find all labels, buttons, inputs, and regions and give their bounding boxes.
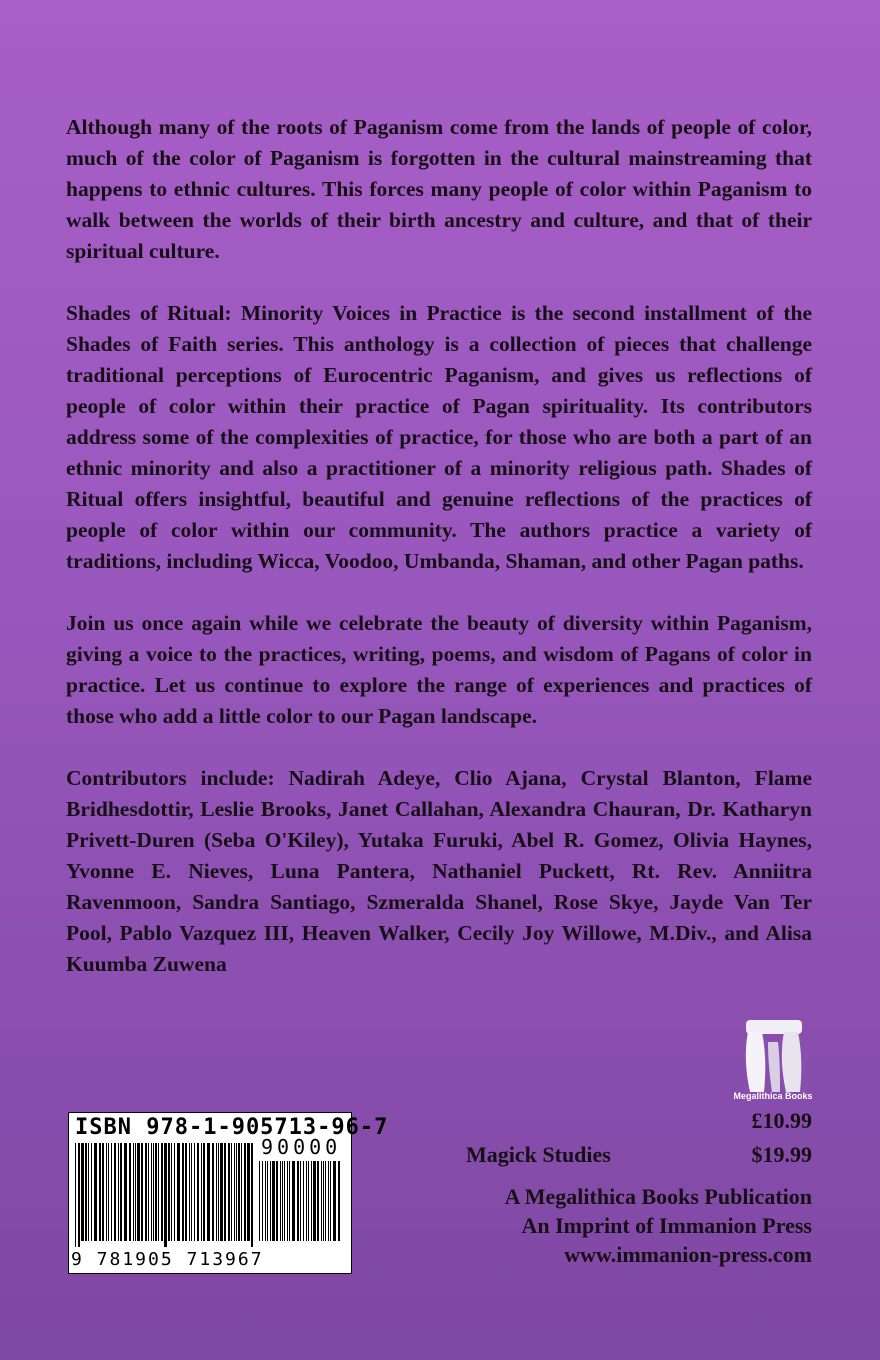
barcode-bar [306,1161,307,1241]
barcode-bar [177,1143,180,1241]
blurb-paragraph-invitation: Join us once again while we celebrate the beauty of diversity within Paganism, giving a voice to the practices, writing, poems, and wisdom of Pagans of color in practice. Let us continue to explore the range of experiences and practices of those who add a little color to our Pagan landscape. [66,611,812,728]
category-label: Magick Studies [466,1142,611,1167]
barcode-bar [106,1143,107,1241]
barcode-bar [311,1161,312,1241]
barcode-bar [88,1143,89,1241]
barcode-bar [317,1161,319,1241]
barcode-bar [265,1161,266,1241]
barcode-bar [91,1143,92,1241]
barcode-bar [234,1143,235,1241]
barcode-bar [236,1143,237,1241]
barcode-bar [114,1143,116,1241]
barcode-bar [151,1143,152,1241]
barcode-bar [289,1161,290,1241]
barcode-bar [135,1143,136,1241]
barcode-bar [153,1143,154,1241]
barcode-bar [111,1143,112,1241]
barcode-bar [259,1161,260,1241]
blurb-paragraph-contributors: Contributors include: Nadirah Adeye, Clio Ajana, Crystal Blanton, Flame Bridhesdottir, Leslie Brooks, Janet Callahan, Alexandra Chauran, Dr. Katharyn Privett-Duren (Seba O'Kiley), Yutaka Furuki, Abel R. Gomez, Olivia Haynes, Yvonne E. Nieves, Luna Pantera, Nathaniel Puckett, Rt. Rev. Anniitra Ravenmoon, Sandra Santiago, Szmeralda Shanel, Rose Skye, Jayde Van Ter Pool, Pablo Vazquez III, Heaven Walker, Cecily Joy Willowe, M.Div., and Alisa Kuumba Zuwena [66,766,812,976]
barcode-bar [137,1143,140,1241]
stonehenge-icon [738,1012,808,1098]
barcode-bar [272,1161,275,1241]
barcode-bar [267,1161,268,1241]
barcode-bar [287,1161,288,1241]
barcode-bar [168,1143,170,1241]
barcode-bar [124,1143,127,1241]
imprint-line: An Imprint of Immanion Press [521,1213,812,1238]
barcode-bar [297,1161,299,1241]
barcode-bar [220,1143,223,1241]
barcode-bar [191,1143,192,1241]
barcode-bar [108,1143,109,1241]
barcode-bar [212,1143,214,1241]
barcode-bar [216,1143,217,1241]
barcode-bar [292,1161,295,1241]
barcode-bar [224,1143,226,1241]
barcode-bar [282,1161,283,1241]
barcode-bar [321,1161,322,1241]
barcode-bar [284,1161,285,1241]
barcode-bar [323,1161,324,1241]
barcode-bar [270,1161,271,1241]
barcode-bar [194,1143,195,1241]
blurb-paragraph-description: Shades of Ritual: Minority Voices in Practice is the second installment of the Shades of Faith series. This anthology is a collection of pieces that challenge traditional perceptions of Eurocentric Paganism, and gives us reflections of people of color within their practice of Pagan spirituality. Its contributors address some of the complexities of practice, for those who are both a part of an ethnic minority and also a practitioner of a minority religious path. Shades of Ritual offers insightful, beautiful and genuine reflections of the practices of people of color within our community. The authors practice a variety of traditions, including Wicca, Voodoo, Umbanda, Shaman, and other Pagan paths. [66,301,812,573]
isbn-label: ISBN 978-1-905713-96-7 [75,1115,389,1140]
isbn-barcode [68,1112,389,1274]
barcode-bar [102,1143,104,1241]
ean-digits: 9 781905 713967 [71,1249,264,1270]
barcode-bar [148,1143,149,1241]
barcode-bar [328,1161,329,1241]
barcode-bar [244,1143,246,1241]
barcode-bar [141,1143,143,1241]
barcode-bar [276,1161,278,1241]
barcode-bar [228,1143,230,1241]
barcode-bar [118,1143,119,1241]
barcode-bar [174,1143,175,1241]
barcode-bar [207,1143,210,1241]
price-gbp: £10.99 [751,1108,812,1133]
barcode-bar [75,1143,76,1247]
barcode-bar [133,1143,134,1241]
barcode-bar [300,1161,301,1241]
barcode-bar [158,1143,159,1241]
barcode-bar [325,1161,326,1241]
barcode-bar [338,1161,340,1241]
barcode-bar [247,1143,250,1241]
barcode-bar [164,1143,167,1247]
barcode-bar [218,1143,219,1241]
barcode-main-bars [75,1143,255,1249]
barcode-bar [241,1143,242,1241]
barcode-addon-bars [259,1161,343,1249]
publisher-block [505,1182,812,1269]
barcode-bar [85,1143,87,1241]
barcode-bar [231,1143,232,1241]
barcode-bar [308,1161,309,1241]
barcode-bar [94,1143,97,1241]
publisher-website: www.immanion-press.com [564,1242,812,1267]
barcode-bar [280,1161,281,1241]
barcode-bar [330,1161,331,1241]
addon-code: 90000 [261,1135,342,1159]
logo-caption: Megalithica Books [733,1091,813,1101]
barcode-bar [81,1143,84,1241]
barcode-bar [129,1143,131,1241]
barcode-bar [99,1143,101,1241]
barcode-bar [201,1143,202,1241]
barcode-bar [313,1161,316,1241]
publisher-line: A Megalithica Books Publication [504,1184,812,1209]
barcode-bar [189,1143,190,1241]
barcode-bar [171,1143,172,1241]
barcode-bar [238,1143,240,1241]
barcode-bar [120,1143,122,1241]
barcode-bar [303,1161,304,1241]
barcode-bar [182,1143,184,1241]
back-cover-blurb [66,112,812,1011]
barcode-bar [185,1143,187,1241]
barcode-bar [155,1143,157,1241]
barcode-bar [145,1143,147,1241]
barcode-bar [262,1161,263,1241]
barcode-bar [251,1143,253,1247]
barcode-bar [333,1161,336,1241]
barcode-bar [161,1143,163,1241]
price-usd: $19.99 [751,1142,812,1167]
barcode-bar [203,1143,205,1241]
barcode-bar [197,1143,199,1241]
blurb-paragraph-intro: Although many of the roots of Paganism come from the lands of people of color, much of the color of Paganism is forgotten in the cultural mainstreaming that happens to ethnic cultures. This forces many people of color within Paganism to walk between the worlds of their birth ancestry and culture, and that of their spiritual culture. [66,115,812,263]
barcode-bar [78,1143,80,1247]
